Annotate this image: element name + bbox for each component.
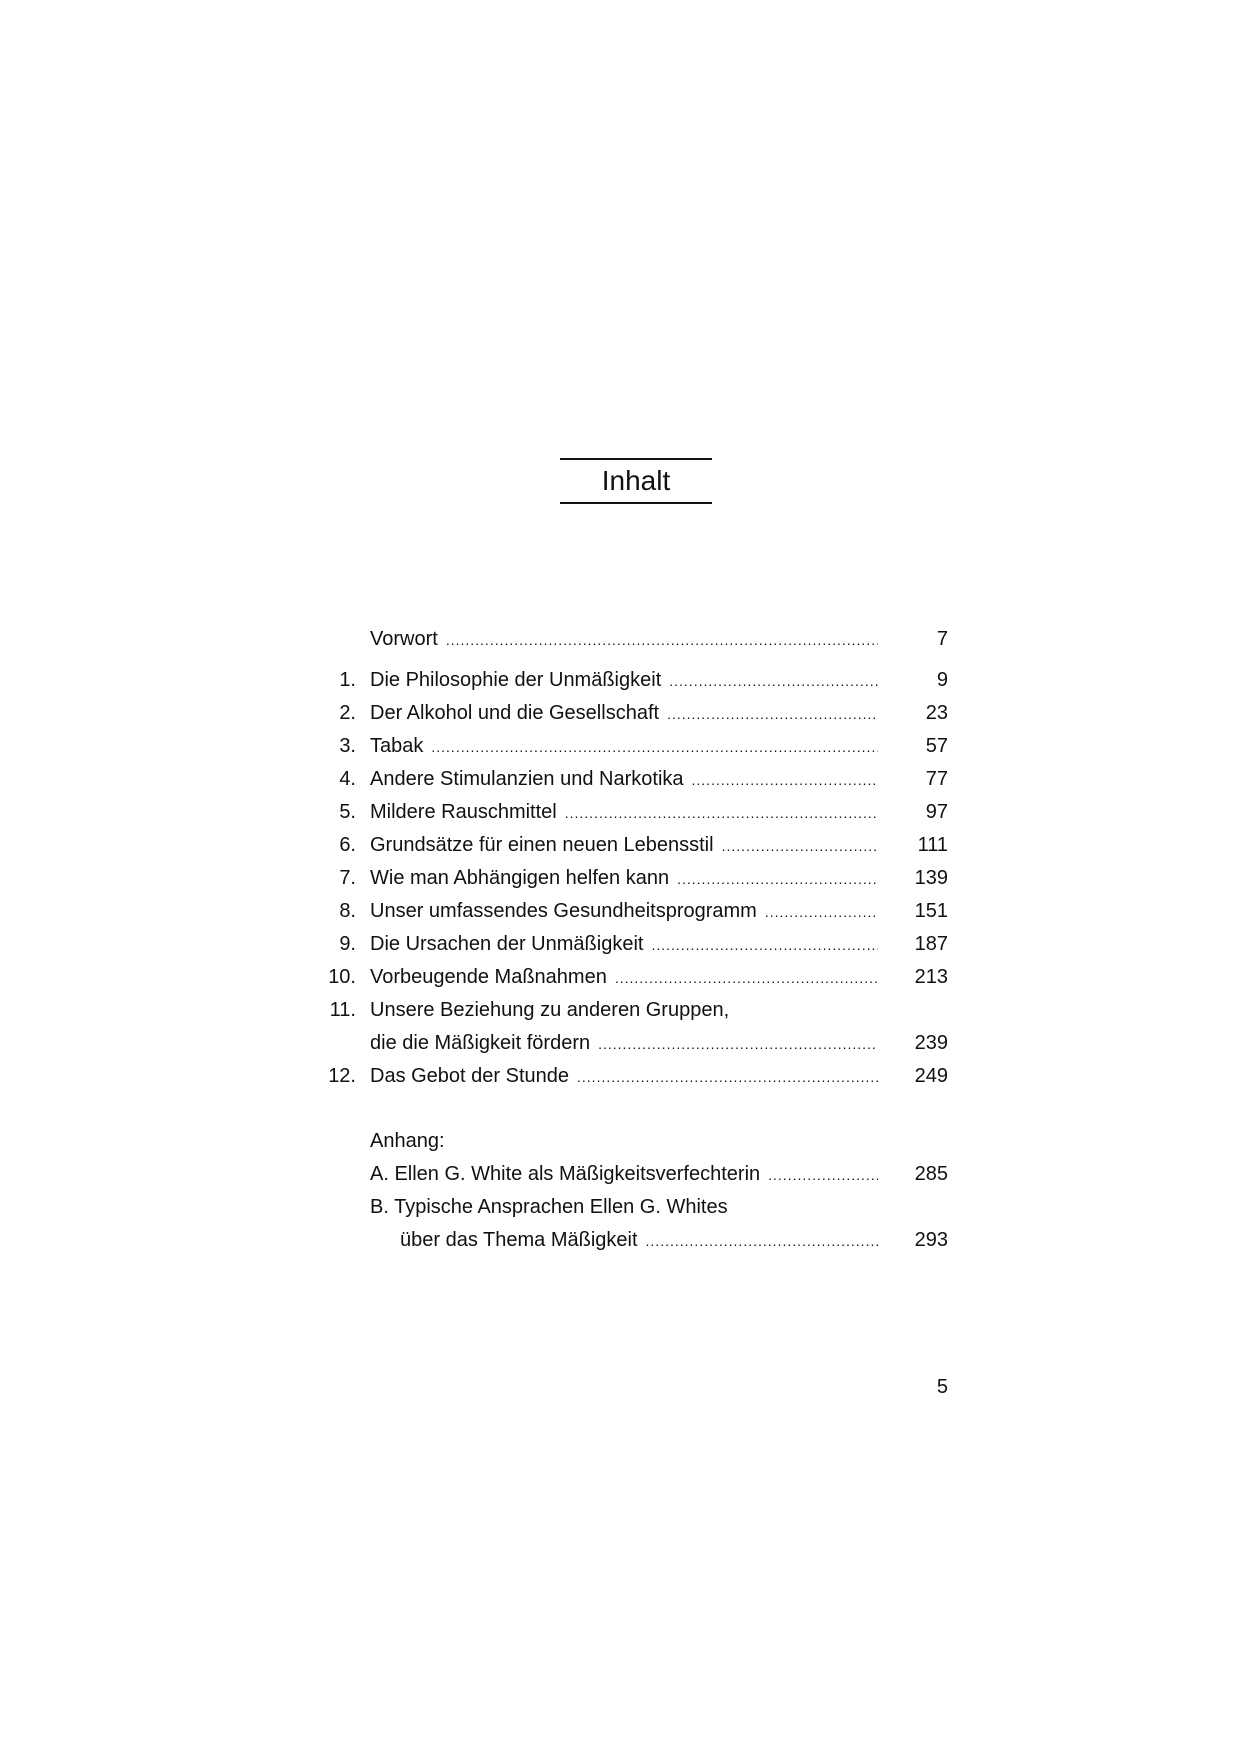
toc-entry-number: 12. [328,1065,356,1087]
toc-entry-label: Unsere Beziehung zu anderen Gruppen, [370,999,730,1021]
toc-entry-page: 187 [914,933,948,955]
dot-leader [646,1226,878,1256]
toc-entry-page: 249 [914,1065,948,1087]
toc-entry-chapter-5 [320,797,948,827]
dot-leader [615,963,878,993]
toc-entry-label: Grundsätze für einen neuen Lebensstil [370,834,714,856]
toc-entry-number: 8. [339,900,356,922]
toc-entry-page: 111 [917,834,948,856]
toc-entry-chapter-8 [320,896,948,926]
appendix-entry-b [320,1192,948,1222]
toc-entry-number: 5. [339,801,356,823]
toc-entry-page: 239 [914,1032,948,1054]
toc-entry-chapter-11-continued [320,1028,948,1058]
dot-leader [677,864,878,894]
appendix-heading [320,1126,948,1156]
dot-leader [446,625,878,655]
toc-entry-label: Wie man Abhängigen helfen kann [370,867,670,889]
toc-entry-page: 139 [914,867,948,889]
toc-entry-label: Andere Stimulanzien und Narkotika [370,768,684,790]
toc-entry-label: Das Gebot der Stunde [370,1065,570,1087]
dot-leader [722,831,878,861]
toc-entry-chapter-12 [320,1061,948,1091]
toc-entry-number: 11. [329,999,356,1021]
toc-entry-page: 9 [936,669,948,691]
toc-entry-vorwort [320,624,948,654]
page-number: 5 [936,1376,948,1398]
toc-entry-chapter-11 [320,995,948,1025]
toc-entry-chapter-2 [320,698,948,728]
toc-entry-page: 57 [925,735,948,757]
dot-leader [768,1160,878,1190]
toc-entry-number: 9. [339,933,356,955]
toc-entry-label: Die Ursachen der Unmäßigkeit [370,933,644,955]
toc-entry-number: 7. [339,867,356,889]
toc-entry-page: 97 [925,801,948,823]
toc-entry-label: Mildere Rauschmittel [370,801,557,823]
toc-entry-page: 77 [925,768,948,790]
toc-entry-number: 6. [339,834,356,856]
toc-entry-chapter-3 [320,731,948,761]
appendix-entry-label: A. Ellen G. White als Mäßigkeitsverfechterin [370,1163,761,1185]
toc-entry-chapter-1 [320,665,948,695]
toc-entry-label: Vorwort [370,628,438,650]
appendix-entry-page: 285 [914,1163,948,1185]
appendix-heading-label: Anhang: [370,1130,445,1152]
page-title: Inhalt [560,458,712,504]
toc-entry-number: 1. [339,669,356,691]
toc-entry-label: Die Philosophie der Unmäßigkeit [370,669,662,691]
dot-leader [669,666,878,696]
toc-entry-label: Vorbeugende Maßnahmen [370,966,607,988]
dot-leader [598,1029,878,1059]
appendix-entry-label-continued: über das Thema Mäßigkeit [400,1229,638,1251]
toc-entry-chapter-9 [320,929,948,959]
toc-entry-number: 4. [339,768,356,790]
dot-leader [692,765,878,795]
toc-entry-chapter-4 [320,764,948,794]
dot-leader [765,897,878,927]
dot-leader [667,699,878,729]
dot-leader [577,1062,878,1092]
toc-entry-label: Der Alkohol und die Gesellschaft [370,702,660,724]
toc-entry-page: 23 [925,702,948,724]
toc-entry-label: Tabak [370,735,424,757]
toc-entry-label: Unser umfassendes Gesundheitsprogramm [370,900,757,922]
toc-entry-chapter-10 [320,962,948,992]
dot-leader [431,732,878,762]
appendix-entry-b-continued [320,1225,948,1255]
dot-leader [651,930,878,960]
toc-entry-label-continued: die die Mäßigkeit fördern [370,1032,591,1054]
toc-entry-page: 7 [936,628,948,650]
appendix-entry-page: 293 [914,1229,948,1251]
toc-entry-page: 151 [914,900,948,922]
toc-entry-chapter-7 [320,863,948,893]
toc-entry-chapter-6 [320,830,948,860]
toc-entry-number: 3. [339,735,356,757]
toc-entry-number: 2. [339,702,356,724]
toc-entry-page: 213 [914,966,948,988]
appendix-entry-label: B. Typische Ansprachen Ellen G. Whites [370,1196,728,1218]
appendix-entry-a [320,1159,948,1189]
toc-entry-number: 10. [328,966,356,988]
table-of-contents [320,0,960,1754]
dot-leader [565,798,878,828]
